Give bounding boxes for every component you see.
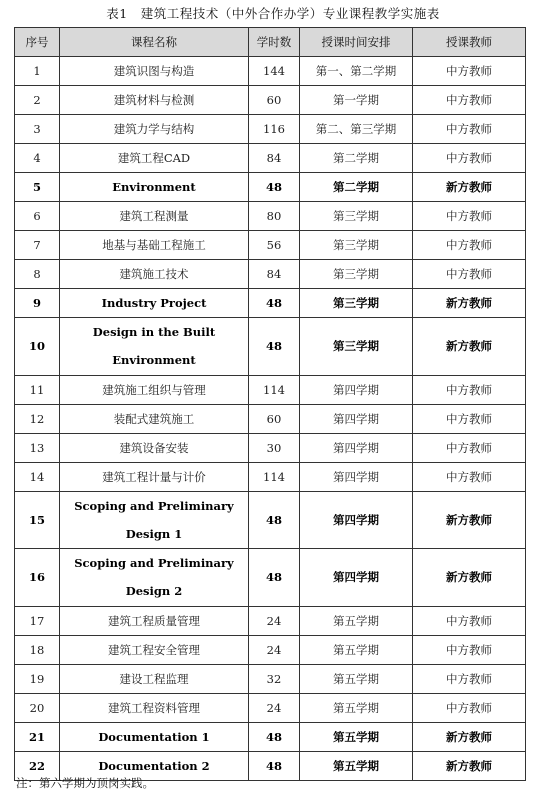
cell-teacher: 中方教师 <box>413 202 526 231</box>
cell-course-name: 装配式建筑施工 <box>60 404 249 433</box>
cell-course-name: 建筑施工技术 <box>60 260 249 289</box>
cell-schedule: 第四学期 <box>300 404 413 433</box>
cell-course-name: Scoping and Preliminary Design 2 <box>60 549 249 607</box>
footnote: 注：第六学期为顶岗实践。 <box>16 776 154 790</box>
cell-course-name: Environment <box>60 173 249 202</box>
cell-schedule: 第三学期 <box>300 202 413 231</box>
cell-course-name: 建筑力学与结构 <box>60 115 249 144</box>
cell-course-name: Industry Project <box>60 289 249 318</box>
table-caption: 表1 建筑工程技术（中外合作办学）专业课程教学实施表 <box>106 6 440 21</box>
cell-teacher: 中方教师 <box>413 231 526 260</box>
cell-hours: 48 <box>249 722 300 751</box>
cell-number: 16 <box>15 549 60 607</box>
cell-teacher: 新方教师 <box>413 318 526 376</box>
cell-hours: 48 <box>249 289 300 318</box>
cell-number: 12 <box>15 404 60 433</box>
cell-hours: 48 <box>249 549 300 607</box>
header-number: 序号 <box>15 28 60 57</box>
cell-hours: 56 <box>249 231 300 260</box>
cell-number: 8 <box>15 260 60 289</box>
table-row <box>15 375 526 404</box>
cell-teacher: 中方教师 <box>413 606 526 635</box>
cell-number: 21 <box>15 722 60 751</box>
cell-hours: 80 <box>249 202 300 231</box>
cell-hours: 48 <box>249 751 300 780</box>
table-row <box>15 722 526 751</box>
header-schedule: 授课时间安排 <box>300 28 413 57</box>
table-row <box>15 635 526 664</box>
cell-number: 7 <box>15 231 60 260</box>
table-row <box>15 86 526 115</box>
table-row <box>15 606 526 635</box>
cell-teacher: 新方教师 <box>413 722 526 751</box>
cell-schedule: 第二、第三学期 <box>300 115 413 144</box>
cell-schedule: 第五学期 <box>300 635 413 664</box>
header-hours: 学时数 <box>249 28 300 57</box>
cell-course-name: 建筑施工组织与管理 <box>60 375 249 404</box>
cell-course-name: 建筑工程CAD <box>60 144 249 173</box>
cell-course-name: 地基与基础工程施工 <box>60 231 249 260</box>
table-row <box>15 289 526 318</box>
header-course-name: 课程名称 <box>60 28 249 57</box>
table-row <box>15 144 526 173</box>
cell-teacher: 新方教师 <box>413 751 526 780</box>
cell-course-name: 建筑材料与检测 <box>60 86 249 115</box>
cell-schedule: 第二学期 <box>300 144 413 173</box>
cell-hours: 60 <box>249 404 300 433</box>
table-row <box>15 462 526 491</box>
cell-hours: 48 <box>249 318 300 376</box>
cell-teacher: 中方教师 <box>413 693 526 722</box>
cell-hours: 114 <box>249 462 300 491</box>
cell-course-name: 建筑工程质量管理 <box>60 606 249 635</box>
cell-course-name: 建设工程监理 <box>60 664 249 693</box>
cell-hours: 24 <box>249 693 300 722</box>
table-row <box>15 549 526 607</box>
table-row <box>15 202 526 231</box>
cell-schedule: 第三学期 <box>300 231 413 260</box>
header-teacher: 授课教师 <box>413 28 526 57</box>
cell-hours: 116 <box>249 115 300 144</box>
cell-number: 14 <box>15 462 60 491</box>
cell-schedule: 第四学期 <box>300 491 413 549</box>
cell-schedule: 第四学期 <box>300 375 413 404</box>
cell-number: 20 <box>15 693 60 722</box>
cell-hours: 84 <box>249 260 300 289</box>
cell-course-name: Scoping and Preliminary Design 1 <box>60 491 249 549</box>
cell-schedule: 第五学期 <box>300 722 413 751</box>
cell-teacher: 中方教师 <box>413 260 526 289</box>
cell-teacher: 中方教师 <box>413 433 526 462</box>
table-row <box>15 693 526 722</box>
cell-number: 17 <box>15 606 60 635</box>
cell-schedule: 第四学期 <box>300 462 413 491</box>
cell-number: 6 <box>15 202 60 231</box>
table-row <box>15 318 526 376</box>
table-row <box>15 115 526 144</box>
cell-schedule: 第四学期 <box>300 433 413 462</box>
table-row <box>15 433 526 462</box>
cell-number: 4 <box>15 144 60 173</box>
cell-hours: 30 <box>249 433 300 462</box>
table-row <box>15 260 526 289</box>
cell-teacher: 新方教师 <box>413 549 526 607</box>
cell-hours: 24 <box>249 635 300 664</box>
table-header-row <box>15 28 526 57</box>
table-row <box>15 491 526 549</box>
table-body <box>15 57 526 781</box>
cell-number: 13 <box>15 433 60 462</box>
table-row <box>15 57 526 86</box>
cell-course-name: 建筑工程测量 <box>60 202 249 231</box>
cell-teacher: 新方教师 <box>413 173 526 202</box>
cell-number: 22 <box>15 751 60 780</box>
cell-teacher: 新方教师 <box>413 289 526 318</box>
cell-teacher: 中方教师 <box>413 86 526 115</box>
cell-teacher: 中方教师 <box>413 115 526 144</box>
cell-teacher: 中方教师 <box>413 404 526 433</box>
cell-number: 11 <box>15 375 60 404</box>
cell-schedule: 第一学期 <box>300 86 413 115</box>
cell-schedule: 第三学期 <box>300 260 413 289</box>
cell-schedule: 第三学期 <box>300 318 413 376</box>
cell-number: 3 <box>15 115 60 144</box>
cell-number: 15 <box>15 491 60 549</box>
cell-teacher: 中方教师 <box>413 144 526 173</box>
cell-teacher: 中方教师 <box>413 462 526 491</box>
cell-course-name: 建筑设备安装 <box>60 433 249 462</box>
cell-schedule: 第四学期 <box>300 549 413 607</box>
cell-schedule: 第一、第二学期 <box>300 57 413 86</box>
table-row <box>15 664 526 693</box>
cell-schedule: 第三学期 <box>300 289 413 318</box>
cell-teacher: 中方教师 <box>413 375 526 404</box>
cell-teacher: 中方教师 <box>413 635 526 664</box>
cell-hours: 60 <box>249 86 300 115</box>
cell-course-name: Documentation 2 <box>60 751 249 780</box>
cell-hours: 48 <box>249 491 300 549</box>
cell-number: 19 <box>15 664 60 693</box>
cell-course-name: Documentation 1 <box>60 722 249 751</box>
cell-schedule: 第五学期 <box>300 664 413 693</box>
cell-course-name: 建筑识图与构造 <box>60 57 249 86</box>
cell-teacher: 新方教师 <box>413 491 526 549</box>
cell-teacher: 中方教师 <box>413 57 526 86</box>
table-row <box>15 231 526 260</box>
cell-number: 9 <box>15 289 60 318</box>
cell-number: 18 <box>15 635 60 664</box>
cell-hours: 32 <box>249 664 300 693</box>
cell-hours: 114 <box>249 375 300 404</box>
course-table <box>14 27 526 781</box>
cell-schedule: 第二学期 <box>300 173 413 202</box>
cell-course-name: 建筑工程计量与计价 <box>60 462 249 491</box>
cell-course-name: 建筑工程安全管理 <box>60 635 249 664</box>
cell-hours: 48 <box>249 173 300 202</box>
cell-teacher: 中方教师 <box>413 664 526 693</box>
table-row <box>15 404 526 433</box>
cell-course-name: Design in the Built Environment <box>60 318 249 376</box>
cell-schedule: 第五学期 <box>300 606 413 635</box>
cell-number: 10 <box>15 318 60 376</box>
cell-course-name: 建筑工程资料管理 <box>60 693 249 722</box>
table-row <box>15 173 526 202</box>
cell-hours: 24 <box>249 606 300 635</box>
cell-number: 5 <box>15 173 60 202</box>
cell-hours: 84 <box>249 144 300 173</box>
cell-schedule: 第五学期 <box>300 751 413 780</box>
cell-schedule: 第五学期 <box>300 693 413 722</box>
cell-number: 2 <box>15 86 60 115</box>
cell-number: 1 <box>15 57 60 86</box>
cell-hours: 144 <box>249 57 300 86</box>
